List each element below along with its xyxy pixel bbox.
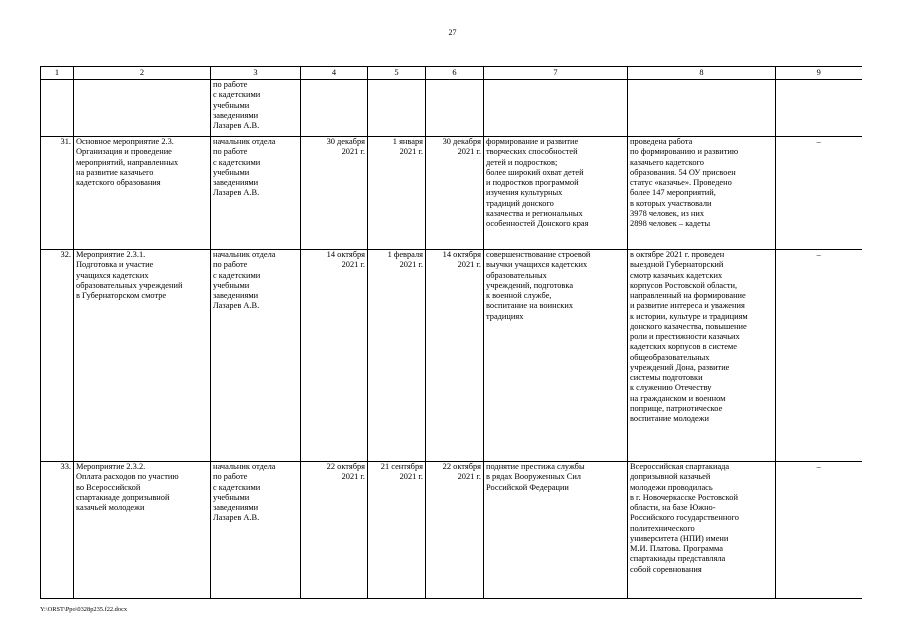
expected-result-cell: совершенствование строевой выучки учащихся кадетских образовательных учреждений, подготовка к военной службе, воспитание на воинских традициях (484, 250, 628, 462)
header-cell: 5 (368, 67, 426, 80)
actual-end-cell: 30 декабря 2021 г. (426, 137, 484, 250)
file-path-footer: Y:\ORST\Ppo\0328p235.f22.docx (40, 606, 128, 613)
row-number-cell: 33. (41, 462, 74, 599)
continuation-row (41, 80, 862, 137)
header-cell: 3 (211, 67, 301, 80)
header-cell: 4 (301, 67, 368, 80)
expected-result-cell: формирование и развитие творческих способностей детей и подростков; более широкий охват детей и подростков программой изучения культурных традиций донского казачества и региональных особенностей Донского края (484, 137, 628, 250)
header-cell: 2 (74, 67, 211, 80)
problems-cell: – (776, 462, 862, 599)
header-cell: 7 (484, 67, 628, 80)
header-row (41, 67, 862, 80)
table-cell (484, 80, 628, 137)
planned-start-cell: 30 декабря 2021 г. (301, 137, 368, 250)
table-row (41, 462, 862, 599)
table-cell (628, 80, 776, 137)
table-cell (74, 80, 211, 137)
planned-start-cell: 22 октября 2021 г. (301, 462, 368, 599)
expected-result-cell: поднятие престижа службы в рядах Вооруженных Сил Российской Федерации (484, 462, 628, 599)
report-table (40, 66, 862, 599)
table-cell (301, 80, 368, 137)
table-row (41, 137, 862, 250)
planned-start-cell: 14 октября 2021 г. (301, 250, 368, 462)
achieved-result-cell: проведена работа по формированию и развитию казачьего кадетского образования. 54 ОУ присвоен статус «казачье». Проведено более 147 мероприятий, в которых участвовали 3978 человек, из них 2898 человек – кадеты (628, 137, 776, 250)
actual-start-cell: 1 января 2021 г. (368, 137, 426, 250)
responsible-cell: начальник отдела по работе с кадетскими учебными заведениями Лазарев А.В. (211, 250, 301, 462)
actual-start-cell: 21 сентября 2021 г. (368, 462, 426, 599)
table-row (41, 250, 862, 462)
table-cell (368, 80, 426, 137)
row-number-cell: 32. (41, 250, 74, 462)
achieved-result-cell: в октябре 2021 г. проведен выездной Губернаторский смотр казачьих кадетских корпусов Ростовской области, направленный на формирование и развитие интереса и уважения к истории, культуре и традициям донского казачества, повышение роли и престижности казачьих кадетских корпусов в системе общеобразовательных учреждений Дона, развитие системы подготовки к служению Отечеству на гражданском и военном поприще, патриотическое воспитание молодежи (628, 250, 776, 462)
actual-end-cell: 22 октября 2021 г. (426, 462, 484, 599)
actual-end-cell: 14 октября 2021 г. (426, 250, 484, 462)
achieved-result-cell: Всероссийская спартакиада допризывной казачьей молодежи проводилась в г. Новочеркасске Ростовской области, на базе Южно- Российского государственного политехнического университета (НПИ) имени М.И. Платова. Программа спартакиады представляла собой соревнования (628, 462, 776, 599)
header-cell: 6 (426, 67, 484, 80)
responsible-cell: по работе с кадетскими учебными заведениями Лазарев А.В. (211, 80, 301, 137)
header-cell: 1 (41, 67, 74, 80)
header-cell: 8 (628, 67, 776, 80)
measure-name-cell: Мероприятие 2.3.1. Подготовка и участие учащихся кадетских образовательных учреждений в Губернаторском смотре (74, 250, 211, 462)
actual-start-cell: 1 февраля 2021 г. (368, 250, 426, 462)
responsible-cell: начальник отдела по работе с кадетскими учебными заведениями Лазарев А.В. (211, 137, 301, 250)
table-cell (41, 80, 74, 137)
table-cell (426, 80, 484, 137)
responsible-cell: начальник отдела по работе с кадетскими учебными заведениями Лазарев А.В. (211, 462, 301, 599)
table-cell (776, 80, 862, 137)
problems-cell: – (776, 137, 862, 250)
problems-cell: – (776, 250, 862, 462)
measure-name-cell: Мероприятие 2.3.2. Оплата расходов по участию во Всероссийской спартакиаде допризывной казачьей молодежи (74, 462, 211, 599)
measure-name-cell: Основное мероприятие 2.3. Организация и проведение мероприятий, направленных на развитие казачьего кадетского образования (74, 137, 211, 250)
page-number: 27 (448, 28, 457, 37)
header-cell: 9 (776, 67, 862, 80)
row-number-cell: 31. (41, 137, 74, 250)
